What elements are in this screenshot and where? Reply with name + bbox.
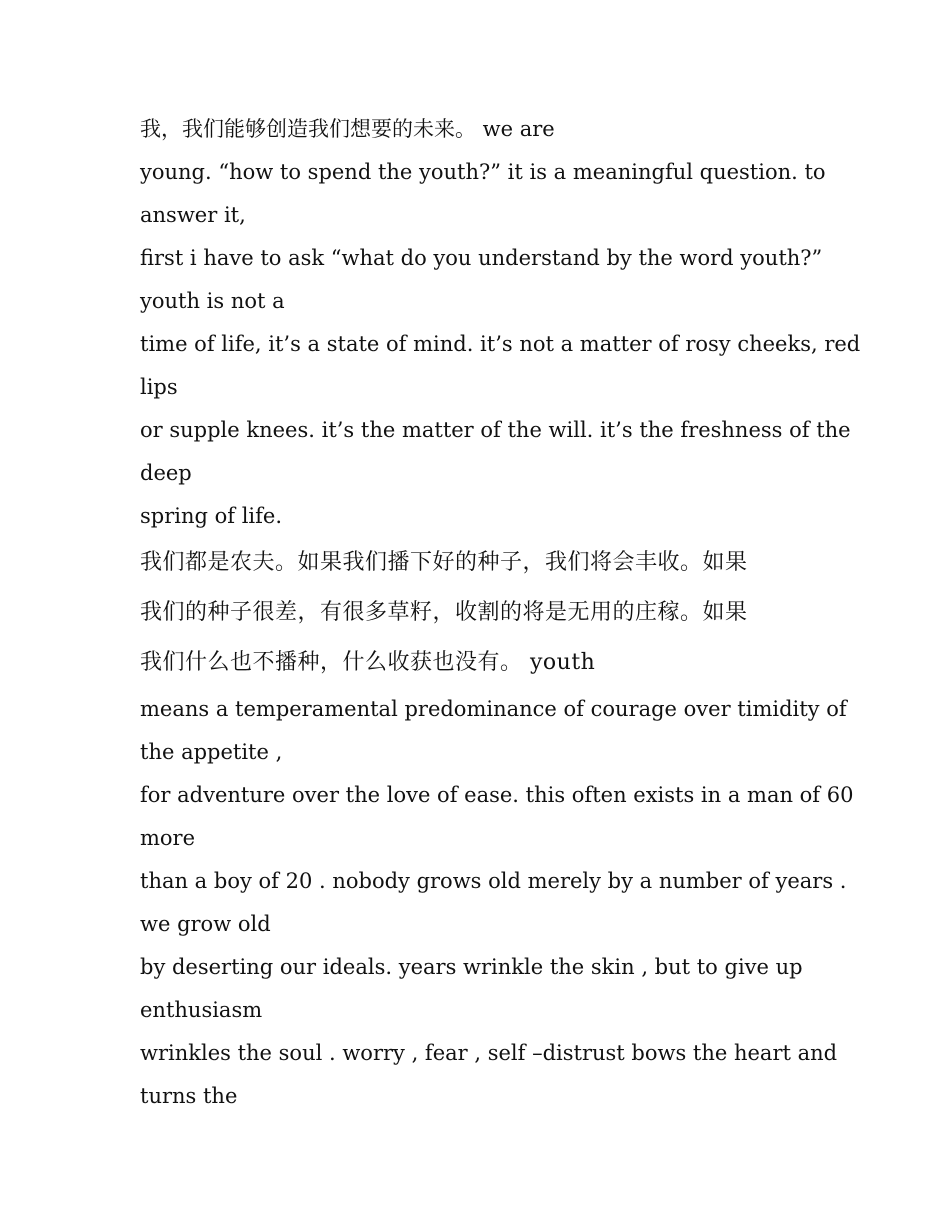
text-line: 我们都是农夫。如果我们播下好的种子，我们将会丰收。如果 [140, 550, 748, 575]
text-line: we grow old [140, 912, 271, 936]
text-line: for adventure over the love of ease. this often exists in a man of 60 [140, 783, 854, 807]
text-line: 我们什么也不播种，什么收获也没有。 youth [140, 650, 596, 675]
text-line: youth is not a [140, 289, 285, 313]
text-line: by deserting our ideals. years wrinkle the skin , but to give up [140, 955, 803, 979]
text-line: first i have to ask “what do you understand by the word youth?” [140, 246, 823, 270]
text-line: turns the [140, 1084, 238, 1108]
text-line: answer it, [140, 203, 246, 227]
text-line: means a temperamental predominance of courage over timidity of [140, 697, 847, 721]
text-line: spring of life. [140, 504, 283, 528]
text-line: 我们的种子很差，有很多草籽，收割的将是无用的庄稼。如果 [140, 600, 748, 625]
document-body [140, 108, 861, 1118]
text-line: time of life, it’s a state of mind. it’s not a matter of rosy cheeks, red [140, 332, 861, 356]
text-line: more [140, 826, 196, 850]
text-line: 我，我们能够创造我们想要的未来。 we are [140, 117, 555, 141]
text-line: the appetite , [140, 740, 283, 764]
text-line: than a boy of 20 . nobody grows old merely by a number of years . [140, 869, 847, 893]
text-line: or supple knees. it’s the matter of the will. it’s the freshness of the [140, 418, 851, 442]
text-line: wrinkles the soul . worry , fear , self –distrust bows the heart and [140, 1041, 838, 1065]
text-line: lips [140, 375, 178, 399]
text-line: young. “how to spend the youth?” it is a meaningful question. to [140, 160, 826, 184]
text-line: deep [140, 461, 192, 485]
text-line: enthusiasm [140, 998, 263, 1022]
